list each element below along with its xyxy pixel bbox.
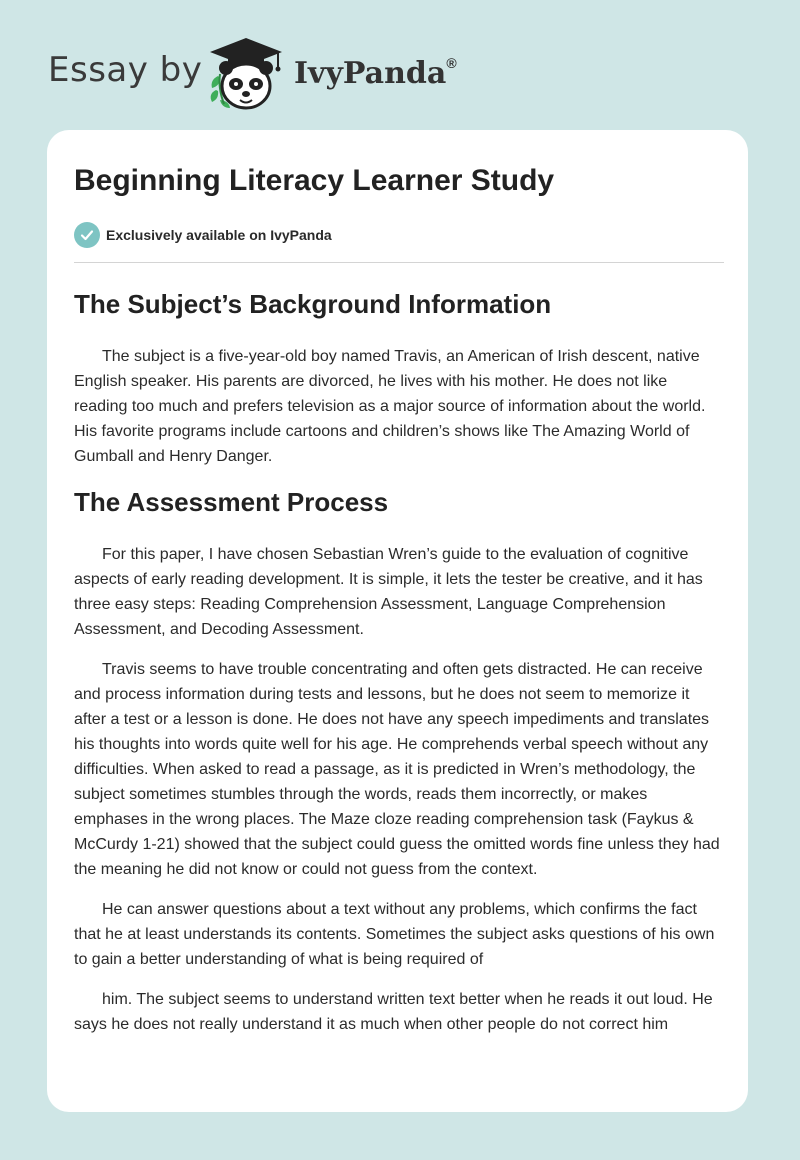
- essay-body: [74, 280, 724, 1037]
- page-title: Beginning Literacy Learner Study: [74, 164, 555, 197]
- exclusive-label: Exclusively available on IvyPanda: [106, 227, 332, 243]
- essay-card: [47, 130, 748, 1112]
- paragraph: For this paper, I have chosen Sebastian Wren’s guide to the evaluation of cognitive aspects of early reading development. It is simple, it lets the tester be creative, and it has three easy steps: Reading Comprehension Assessment, Language Comprehension Assessment, and Decoding Assessment.: [74, 546, 703, 638]
- panda-logo-icon: [204, 34, 288, 114]
- divider: [74, 262, 724, 263]
- paragraph: The subject is a five-year-old boy named Travis, an American of Irish descent, native English speaker. His parents are divorced, he lives with his mother. He does not like reading too much and prefers television as a major source of information about the world. His favorite programs include cartoons and children’s shows like The Amazing World of Gumball and Henry Danger.: [74, 348, 706, 465]
- site-header: [46, 28, 506, 114]
- section-heading: The Assessment Process: [74, 487, 389, 517]
- paragraph: Travis seems to have trouble concentrating and often gets distracted. He can receive and process information during tests and lessons, but he does not seem to memorize it after a test or a lesson is done. He does not have any speech impediments and translates his thoughts into words quite well for his age. He comprehends verbal speech without any difficulties. When asked to read a passage, as it is predicted in Wren’s methodology, the subject sometimes stumbles through the words, reads them incorrectly, or makes emphases in the wrong places. The Maze cloze reading comprehension task (Faykus & McCurdy 1-21) showed that the subject could guess the omitted words fine unless they had the meaning he did not know or could not guess from the context.: [74, 661, 720, 878]
- check-icon: [74, 222, 100, 248]
- paragraph: him. The subject seems to understand written text better when he reads it out loud. He says he does not really understand it as much when other people do not correct him: [74, 991, 713, 1033]
- paragraph: He can answer questions about a text without any problems, which confirms the fact that he at least understands its contents. Sometimes the subject asks questions of his own to gain a better understanding of what is being required of: [74, 901, 715, 968]
- section-heading: The Subject’s Background Information: [74, 289, 552, 319]
- brand-prefix: Essay by: [48, 50, 203, 90]
- brand-name: IvyPanda®: [294, 55, 457, 91]
- exclusive-badge: [74, 222, 332, 248]
